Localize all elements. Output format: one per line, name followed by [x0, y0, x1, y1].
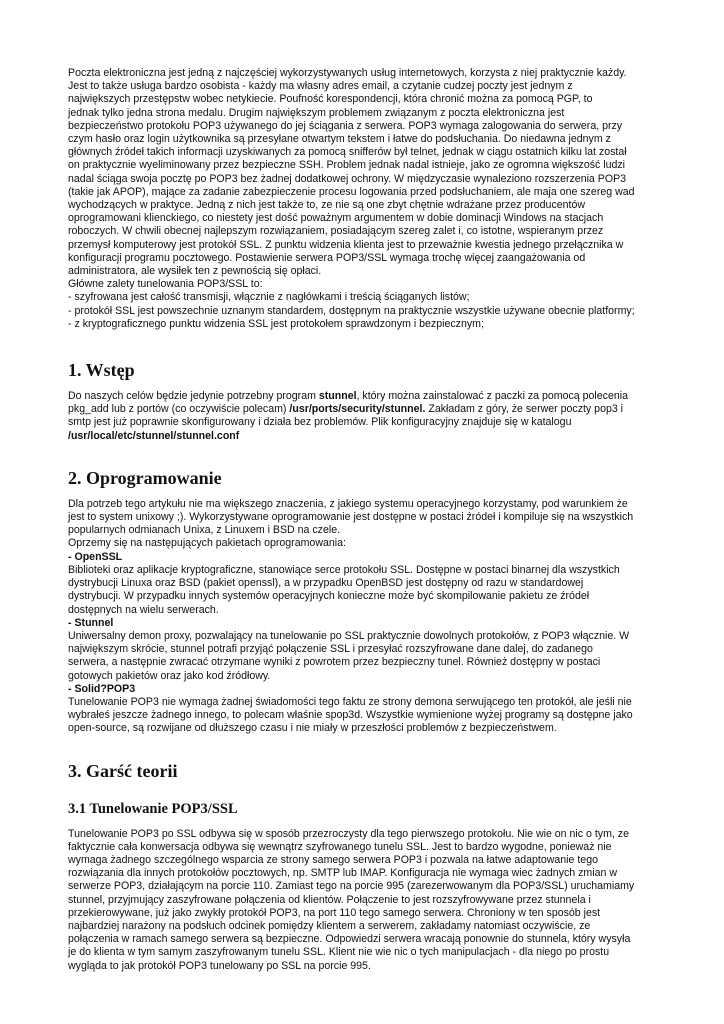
text-line: Jest to także usługa bardzo osobista - każdy ma własny adres email, a czytanie cudzej poczty jest jednym z [68, 80, 573, 93]
subsection-heading-tunelowanie: 3.1 Tunelowanie POP3/SSL [68, 800, 238, 817]
package-label-stunnel: - Stunnel [68, 616, 114, 629]
text-line: wychodzących w praktyce. Jedną z nich jest także to, ze nie są one zbyt chętnie wdrażane przez producentów [68, 199, 586, 212]
document-page [68, 67, 658, 973]
section3-paragraph [68, 828, 658, 973]
text-line: Biblioteki oraz aplikacje kryptograficzne, stanowiące serce protokołu SSL. Dostępne w postaci binarnej dla wszystkich [68, 563, 620, 576]
text-run: , który można zainstalować z paczki za pomocą polecenia [356, 390, 628, 403]
section-heading-oprogramowanie: 2. Oprogramowanie [68, 467, 222, 488]
list-item: - z kryptograficznego punktu widzenia SSL jest protokołem sprawdzonym i bezpiecznym; [68, 317, 484, 330]
text-line: open-source, są rozwijane od dłuższego czasu i nie miały w przeszłości problemów z bezpieczeństwem. [68, 722, 557, 735]
list-item: - szyfrowana jest całość transmisji, włącznie z nagłówkami i treścią ściąganych listów; [68, 291, 470, 304]
package-label-openssl: - OpenSSL [68, 550, 123, 563]
text-line: przekierowywane, już jako zwykły protokół POP3, na port 110 tego samego serwera. Chroniony w ten sposób jest [68, 906, 601, 919]
list-item: - protokół SSL jest powszechnie uznanym standardem, dostępnym na praktycznie wszystkie używane obecnie platformy; [68, 304, 635, 317]
program-name: stunnel [318, 390, 357, 403]
text-line: połączenia w ramach samego serwera są bezpieczne. Odpowiedzi serwera wracają ponownie do stunnela, który wysyła [68, 933, 631, 946]
text-line: administratora, ale wysiłek ten z pewnością się opłaci. [68, 265, 322, 278]
text-line: rozwiązania dla innych protokołów pocztowych, np. SMTP lub IMAP. Konfiguracja nie wymaga wiec żadnych zmian w [68, 867, 617, 880]
text-line: Dla potrzeb tego artykułu nie ma większego znaczenia, z jakiego systemu operacyjnego korzystamy, pod warunkiem że [68, 497, 628, 510]
text-line: dystrybucji. W przypadku innych systemów operacyjnych konieczne może być skompilowanie pakietu ze źródeł [68, 590, 590, 603]
text-line: Uniwersalny demon proxy, pozwalający na tunelowanie po SSL praktycznie dowolnych protokołów, z POP3 włącznie. W [68, 629, 630, 642]
text-line: najbardziej narażony na podsłuch odcinek pomiędzy klientem a serwerem, zakładamy natomiast oczywiście, ze [68, 919, 591, 932]
text-line: serwera, a następnie zwracać otrzymane wyniki z powrotem przez bezpieczny tunel. Również dostępny w postaci [68, 656, 601, 669]
text-line: je do klienta w tym samym zaszyfrowanym tunelu SSL. Klient nie wie nic o tych manipulacjach - dla niego po prostu [68, 946, 610, 959]
config-path: /usr/local/etc/stunnel/stunnel.conf [68, 429, 240, 442]
text-line: oprogramowani klienckiego, co niestety jest dość poważnym argumentem w dobie dominacji Windows na stacjach [68, 212, 604, 225]
package-label-solidpop3: - Solid?POP3 [68, 682, 136, 695]
text-line: Oprzemy się na następujących pakietach oprogramowania: [68, 537, 346, 550]
text-run: Do naszych celów będzie jedynie potrzebny program [68, 390, 319, 403]
text-line: przemysł komputerowy jest protokół SSL. Z punktu widzenia klienta jest to przeważnie kwestia jednego przełącznika w [68, 238, 624, 251]
text-line: wybrałeś jeszcze żadnego innego, to polecam właśnie spop3d. Wszystkie wymienione wyżej programy są dostępne jako [68, 709, 633, 722]
intro-paragraph [68, 67, 658, 331]
text-line: gotowych pakietów oraz jako kod źródłowy. [68, 669, 271, 682]
text-line: dystrybucji Linuxa oraz BSD (pakiet openssl), a w przypadku OpenBSD jest dostępny od razu w standardowej [68, 577, 584, 590]
text-line: wymaga żadnego szczególnego wsparcia ze strony samego serwera POP3 i pozwala na łatwe adaptowanie tego [68, 853, 598, 866]
section-heading-wstep: 1. Wstęp [68, 360, 135, 381]
text-line: największym skrócie, stunnel potrafi przyjąć połączenie SSL i przesyłać rozszyfrowane dane dalej, do zadanego [68, 643, 593, 656]
text-line: stunnel, przyjmujący zaszyfrowane połączenia od klientów. Połączenie to jest rozszyfrowywane przez stunnela i [68, 893, 591, 906]
text-line: Poczta elektroniczna jest jedną z najczęściej wykorzystywanych usług internetowych, korzysta z niej praktycznie każdy. [68, 67, 627, 79]
text-line: Główne zalety tunelowania POP3/SSL to: [68, 278, 263, 291]
text-line: największych przestępstw wobec netykiecie. Poufność korespondencji, która chronić można za pomocą PGP, to [68, 93, 593, 106]
text-line [68, 403, 658, 416]
text-line: bezpieczeństwo protokołu POP3 używanego do jej ściągania z serwera. POP3 wymaga zalogowania do serwera, przy [68, 119, 623, 132]
text-line: Tunelowanie POP3 nie wymaga żadnej świadomości tego faktu ze strony demona serwującego ten protokół, ale jeśli nie [68, 695, 632, 708]
text-line: konfiguracji programu pocztowego. Postawienie serwera POP3/SSL wymaga trochę więcej zaangażowania od [68, 251, 586, 264]
text-line: faktycznie cała konwersacja odbywa się wewnątrz szyfrowanego tunelu SSL. Jest to bardzo wygodne, ponieważ nie [68, 840, 612, 853]
text-line: czym hasło oraz login użytkownika są przesyłane otwartym tekstem i łatwe do podsłuchania. Do niedawna jednym z [68, 133, 611, 146]
text-line [68, 390, 658, 403]
text-line: popularnych odmianach Unixa, z Linuxem i BSD na czele. [68, 524, 341, 537]
text-run: pkg_add lub z portów (co oczywiście polecam) [68, 403, 290, 416]
text-line [68, 430, 658, 443]
text-line: wygląda to jak protokół POP3 tunelowany po SSL na porcie 995. [68, 959, 371, 972]
section2-paragraph [68, 498, 658, 736]
section1-paragraph [68, 390, 658, 443]
section-heading-teoria: 3. Garść teorii [68, 760, 178, 781]
text-line: smtp jest już poprawnie skonfigurowany i działa bez problemów. Plik konfiguracyjny znajduje się w katalogu [68, 416, 572, 429]
text-line: nadal ściąga swoja pocztę po POP3 bez żadnej dodatkowej ochrony. W międzyczasie wynaleziono rozszerzenia POP3 [68, 172, 627, 185]
text-line: roboczych. W chwili obecnej najlepszym rozwiązaniem, posiadającym szereg zalet i, co istotne, wspieranym przez [68, 225, 604, 238]
port-path: /usr/ports/security/stunnel. [289, 403, 426, 416]
text-line: jednak tylko jedna strona medalu. Drugim największym problemem związanym z poczta elektroniczna jest [68, 106, 565, 119]
text-line: głównych źródeł takich informacji uzyskiwanych za pomocą snifferów był telnet, jednak w ciągu ostatnich kilku lat został [68, 146, 627, 159]
text-line: (takie jak APOP), mające za zadanie zabezpieczenie procesu logowania przed podsłuchaniem, ale maja one szereg wad [68, 185, 635, 198]
text-line: dostępnych na wielu serwerach. [68, 603, 219, 616]
text-line: serwerze POP3, działającym na porcie 110. Zamiast tego na porcie 995 (zarezerwowanym dla POP3/SSL) uruchamiamy [68, 880, 635, 893]
text-run: Zakładam z góry, że serwer poczty pop3 i [425, 403, 624, 416]
text-line: on praktycznie wyeliminowany przez bezpieczne SSH. Problem jednak nadal istnieje, jako ze ogromna większość ludzi [68, 159, 626, 172]
text-line: jest to system unixowy ;). Wykorzystywane oprogramowanie jest dostępne w postaci źródeł i kompiluje się na wszystkich [68, 511, 634, 524]
text-line: Tunelowanie POP3 po SSL odbywa się w sposób przezroczysty dla tego pierwszego protokołu. Nie wie on nic o tym, ze [68, 827, 629, 840]
